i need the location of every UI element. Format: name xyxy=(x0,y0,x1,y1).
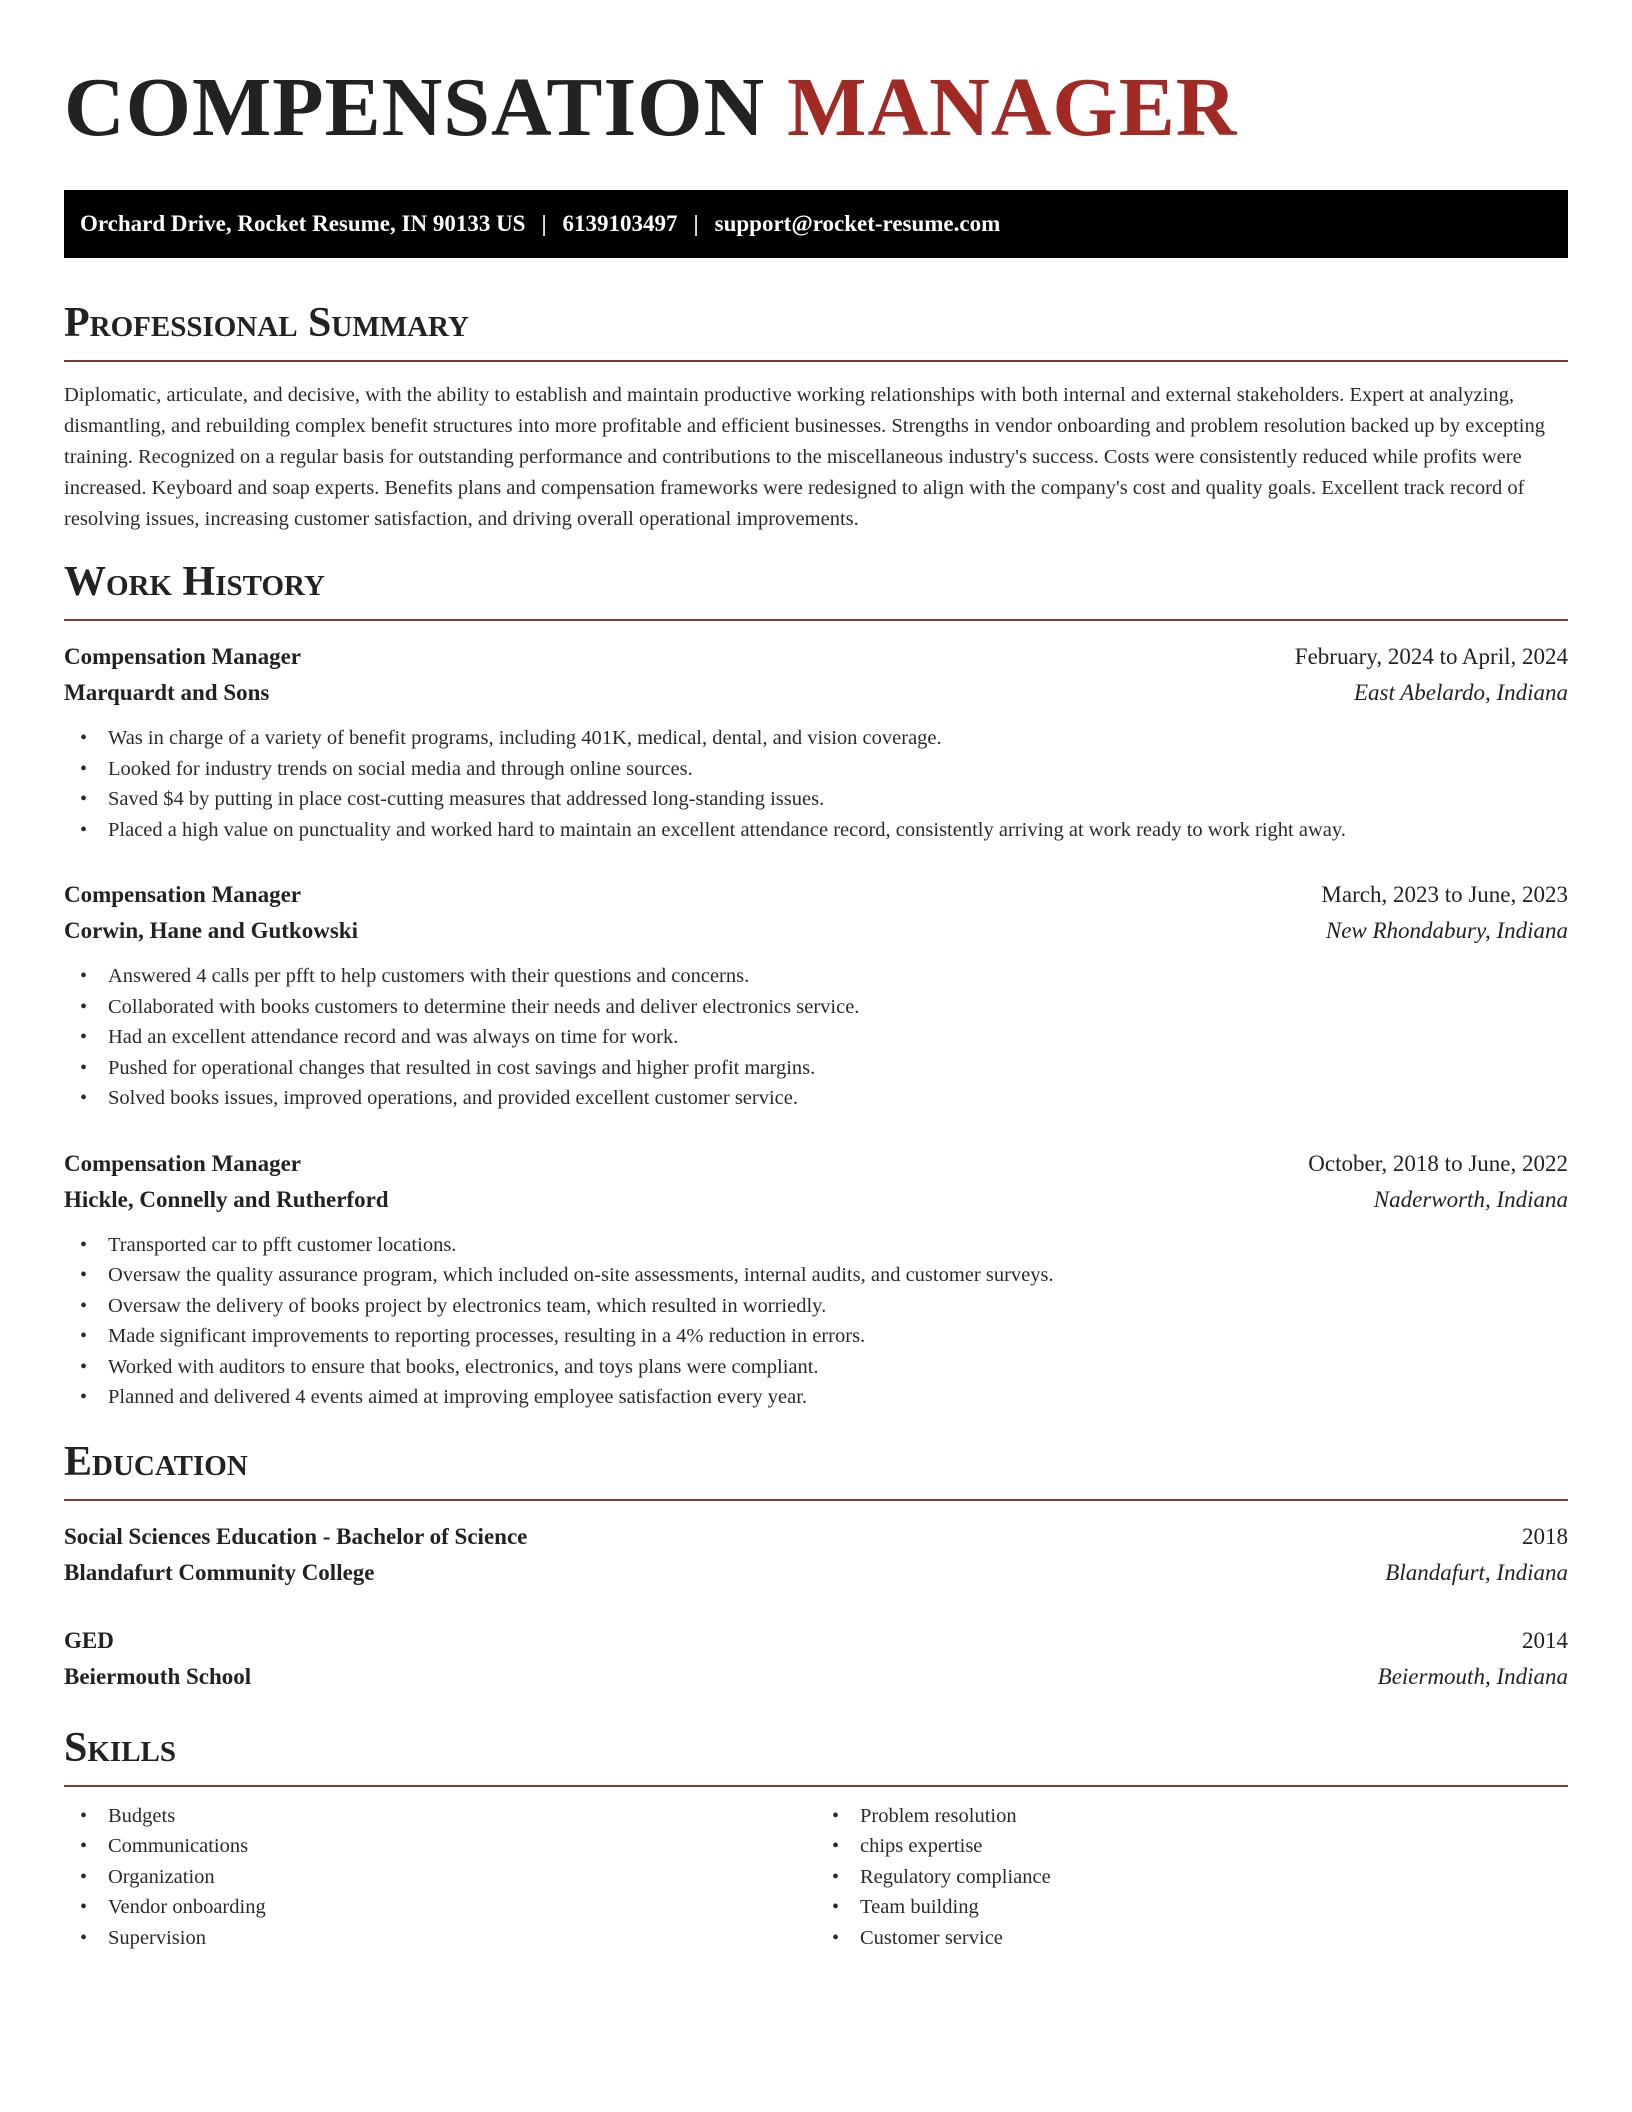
job-title: Compensation Manager xyxy=(64,644,302,669)
job-bullets xyxy=(64,961,1568,1114)
skill-item: • chips expertise xyxy=(816,1831,1568,1862)
education-year: 2014 xyxy=(1522,1627,1568,1653)
education-subheader xyxy=(64,1555,1568,1591)
list-item: • Collaborated with books customers to determine their needs and deliver electronics service. xyxy=(64,992,1568,1023)
list-item: • Looked for industry trends on social media and through online sources. xyxy=(64,754,1568,785)
skills-columns xyxy=(64,1801,1568,1954)
education-location: Blandafurt, Indiana xyxy=(1385,1559,1568,1585)
job-subheader xyxy=(64,913,1568,949)
skill-item: • Problem resolution xyxy=(816,1801,1568,1832)
education-entry xyxy=(64,1519,1568,1591)
job-company: Corwin, Hane and Gutkowski xyxy=(64,918,358,943)
education-degree: Social Sciences Education - Bachelor of Science xyxy=(64,1523,528,1549)
summary-text: Diplomatic, articulate, and decisive, with the ability to establish and maintain productive working relationships with both internal and external stakeholders. Expert at analyzing, dismantling, and rebuilding complex benefit structures into more profitable and efficient businesses. Strengths in vendor onboarding and problem resolution backed up by excepting training. Recognized on a regular basis for outstanding performance and contributions to the miscellaneous industry's success. Costs were consistently reduced while profits were increased. Keyboard and soap experts. Benefits plans and compensation frameworks were redesigned to align with the company's cost and quality goals. Excellent track record of resolving issues, increasing customer satisfaction, and driving overall operational improvements. xyxy=(64,384,1545,530)
education-degree: GED xyxy=(64,1627,114,1653)
job-location: East Abelardo, Indiana xyxy=(1353,680,1568,705)
education-heading: Education xyxy=(64,1438,248,1485)
list-item: • Was in charge of a variety of benefit programs, including 401K, medical, dental, and vision coverage. xyxy=(64,723,1568,754)
contact-separator: | xyxy=(541,211,547,236)
education-entry xyxy=(64,1623,1568,1695)
job-title: Compensation Manager xyxy=(64,882,302,907)
list-item: • Made significant improvements to reporting processes, resulting in a 4% reduction in errors. xyxy=(64,1321,1568,1352)
education-section xyxy=(64,1437,1568,1695)
skills-left-column xyxy=(64,1801,816,1954)
job-header xyxy=(64,1146,1568,1182)
contact-email: support@rocket-resume.com xyxy=(714,211,1001,236)
list-item: • Transported car to pfft customer locations. xyxy=(64,1230,1568,1261)
skill-item: • Communications xyxy=(64,1831,816,1862)
skill-item: • Team building xyxy=(816,1892,1568,1923)
education-school: Blandafurt Community College xyxy=(64,1559,375,1585)
job-dates: March, 2023 to June, 2023 xyxy=(1321,882,1568,907)
section-divider xyxy=(64,619,1568,621)
job-company: Marquardt and Sons xyxy=(64,680,270,705)
skill-item: • Customer service xyxy=(816,1923,1568,1954)
list-item: • Oversaw the quality assurance program, which included on-site assessments, internal audits, and customer surveys. xyxy=(64,1260,1568,1291)
list-item: • Oversaw the delivery of books project by electronics team, which resulted in worriedly. xyxy=(64,1291,1568,1322)
job-subheader xyxy=(64,675,1568,711)
education-header xyxy=(64,1519,1568,1555)
contact-phone: 6139103497 xyxy=(562,211,678,236)
job-subheader xyxy=(64,1182,1568,1218)
list-item: • Planned and delivered 4 events aimed at improving employee satisfaction every year. xyxy=(64,1382,1568,1413)
job-dates: February, 2024 to April, 2024 xyxy=(1294,644,1568,669)
education-year: 2018 xyxy=(1522,1523,1568,1549)
job-header xyxy=(64,639,1568,675)
section-divider xyxy=(64,360,1568,362)
contact-separator: | xyxy=(693,211,699,236)
list-item: • Placed a high value on punctuality and worked hard to maintain an excellent attendance record, consistently arriving at work ready to work right away. xyxy=(64,815,1568,846)
skills-right-column xyxy=(816,1801,1568,1954)
summary-section xyxy=(64,298,1568,535)
skill-item: • Supervision xyxy=(64,1923,816,1954)
list-item: • Pushed for operational changes that resulted in cost savings and higher profit margins. xyxy=(64,1053,1568,1084)
education-header xyxy=(64,1623,1568,1659)
job-entry xyxy=(64,639,1568,845)
job-location: New Rhondabury, Indiana xyxy=(1325,918,1568,943)
skill-item: • Regulatory compliance xyxy=(816,1862,1568,1893)
list-item: • Saved $4 by putting in place cost-cutting measures that addressed long-standing issues. xyxy=(64,784,1568,815)
job-entry xyxy=(64,877,1568,1114)
skills-heading: Skills xyxy=(64,1724,177,1771)
contact-bar xyxy=(64,190,1568,258)
job-title: Compensation Manager xyxy=(64,1150,302,1176)
resume-title xyxy=(64,60,1568,156)
skill-item: • Vendor onboarding xyxy=(64,1892,816,1923)
job-entry xyxy=(64,1146,1568,1413)
summary-heading: Professional Summary xyxy=(64,300,469,346)
skills-section xyxy=(64,1723,1568,1954)
education-school: Beiermouth School xyxy=(64,1663,252,1689)
job-bullets xyxy=(64,1230,1568,1413)
list-item: • Worked with auditors to ensure that books, electronics, and toys plans were compliant. xyxy=(64,1352,1568,1383)
list-item: • Answered 4 calls per pfft to help customers with their questions and concerns. xyxy=(64,961,1568,992)
list-item: • Solved books issues, improved operations, and provided excellent customer service. xyxy=(64,1083,1568,1114)
job-dates: October, 2018 to June, 2022 xyxy=(1308,1150,1568,1176)
title-part-2: MANAGER xyxy=(787,61,1238,154)
skill-item: • Organization xyxy=(64,1862,816,1893)
work-history-heading: Work History xyxy=(64,559,325,605)
skill-item: • Budgets xyxy=(64,1801,816,1832)
education-location: Beiermouth, Indiana xyxy=(1377,1663,1568,1689)
job-company: Hickle, Connelly and Rutherford xyxy=(64,1186,389,1212)
work-history-section xyxy=(64,557,1568,1413)
job-bullets xyxy=(64,723,1568,845)
title-part-1: COMPENSATION xyxy=(64,61,766,154)
contact-address: Orchard Drive, Rocket Resume, IN 90133 US xyxy=(80,211,526,236)
section-divider xyxy=(64,1499,1568,1501)
education-subheader xyxy=(64,1659,1568,1695)
job-header xyxy=(64,877,1568,913)
job-location: Naderworth, Indiana xyxy=(1373,1186,1568,1212)
section-divider xyxy=(64,1785,1568,1787)
list-item: • Had an excellent attendance record and was always on time for work. xyxy=(64,1022,1568,1053)
